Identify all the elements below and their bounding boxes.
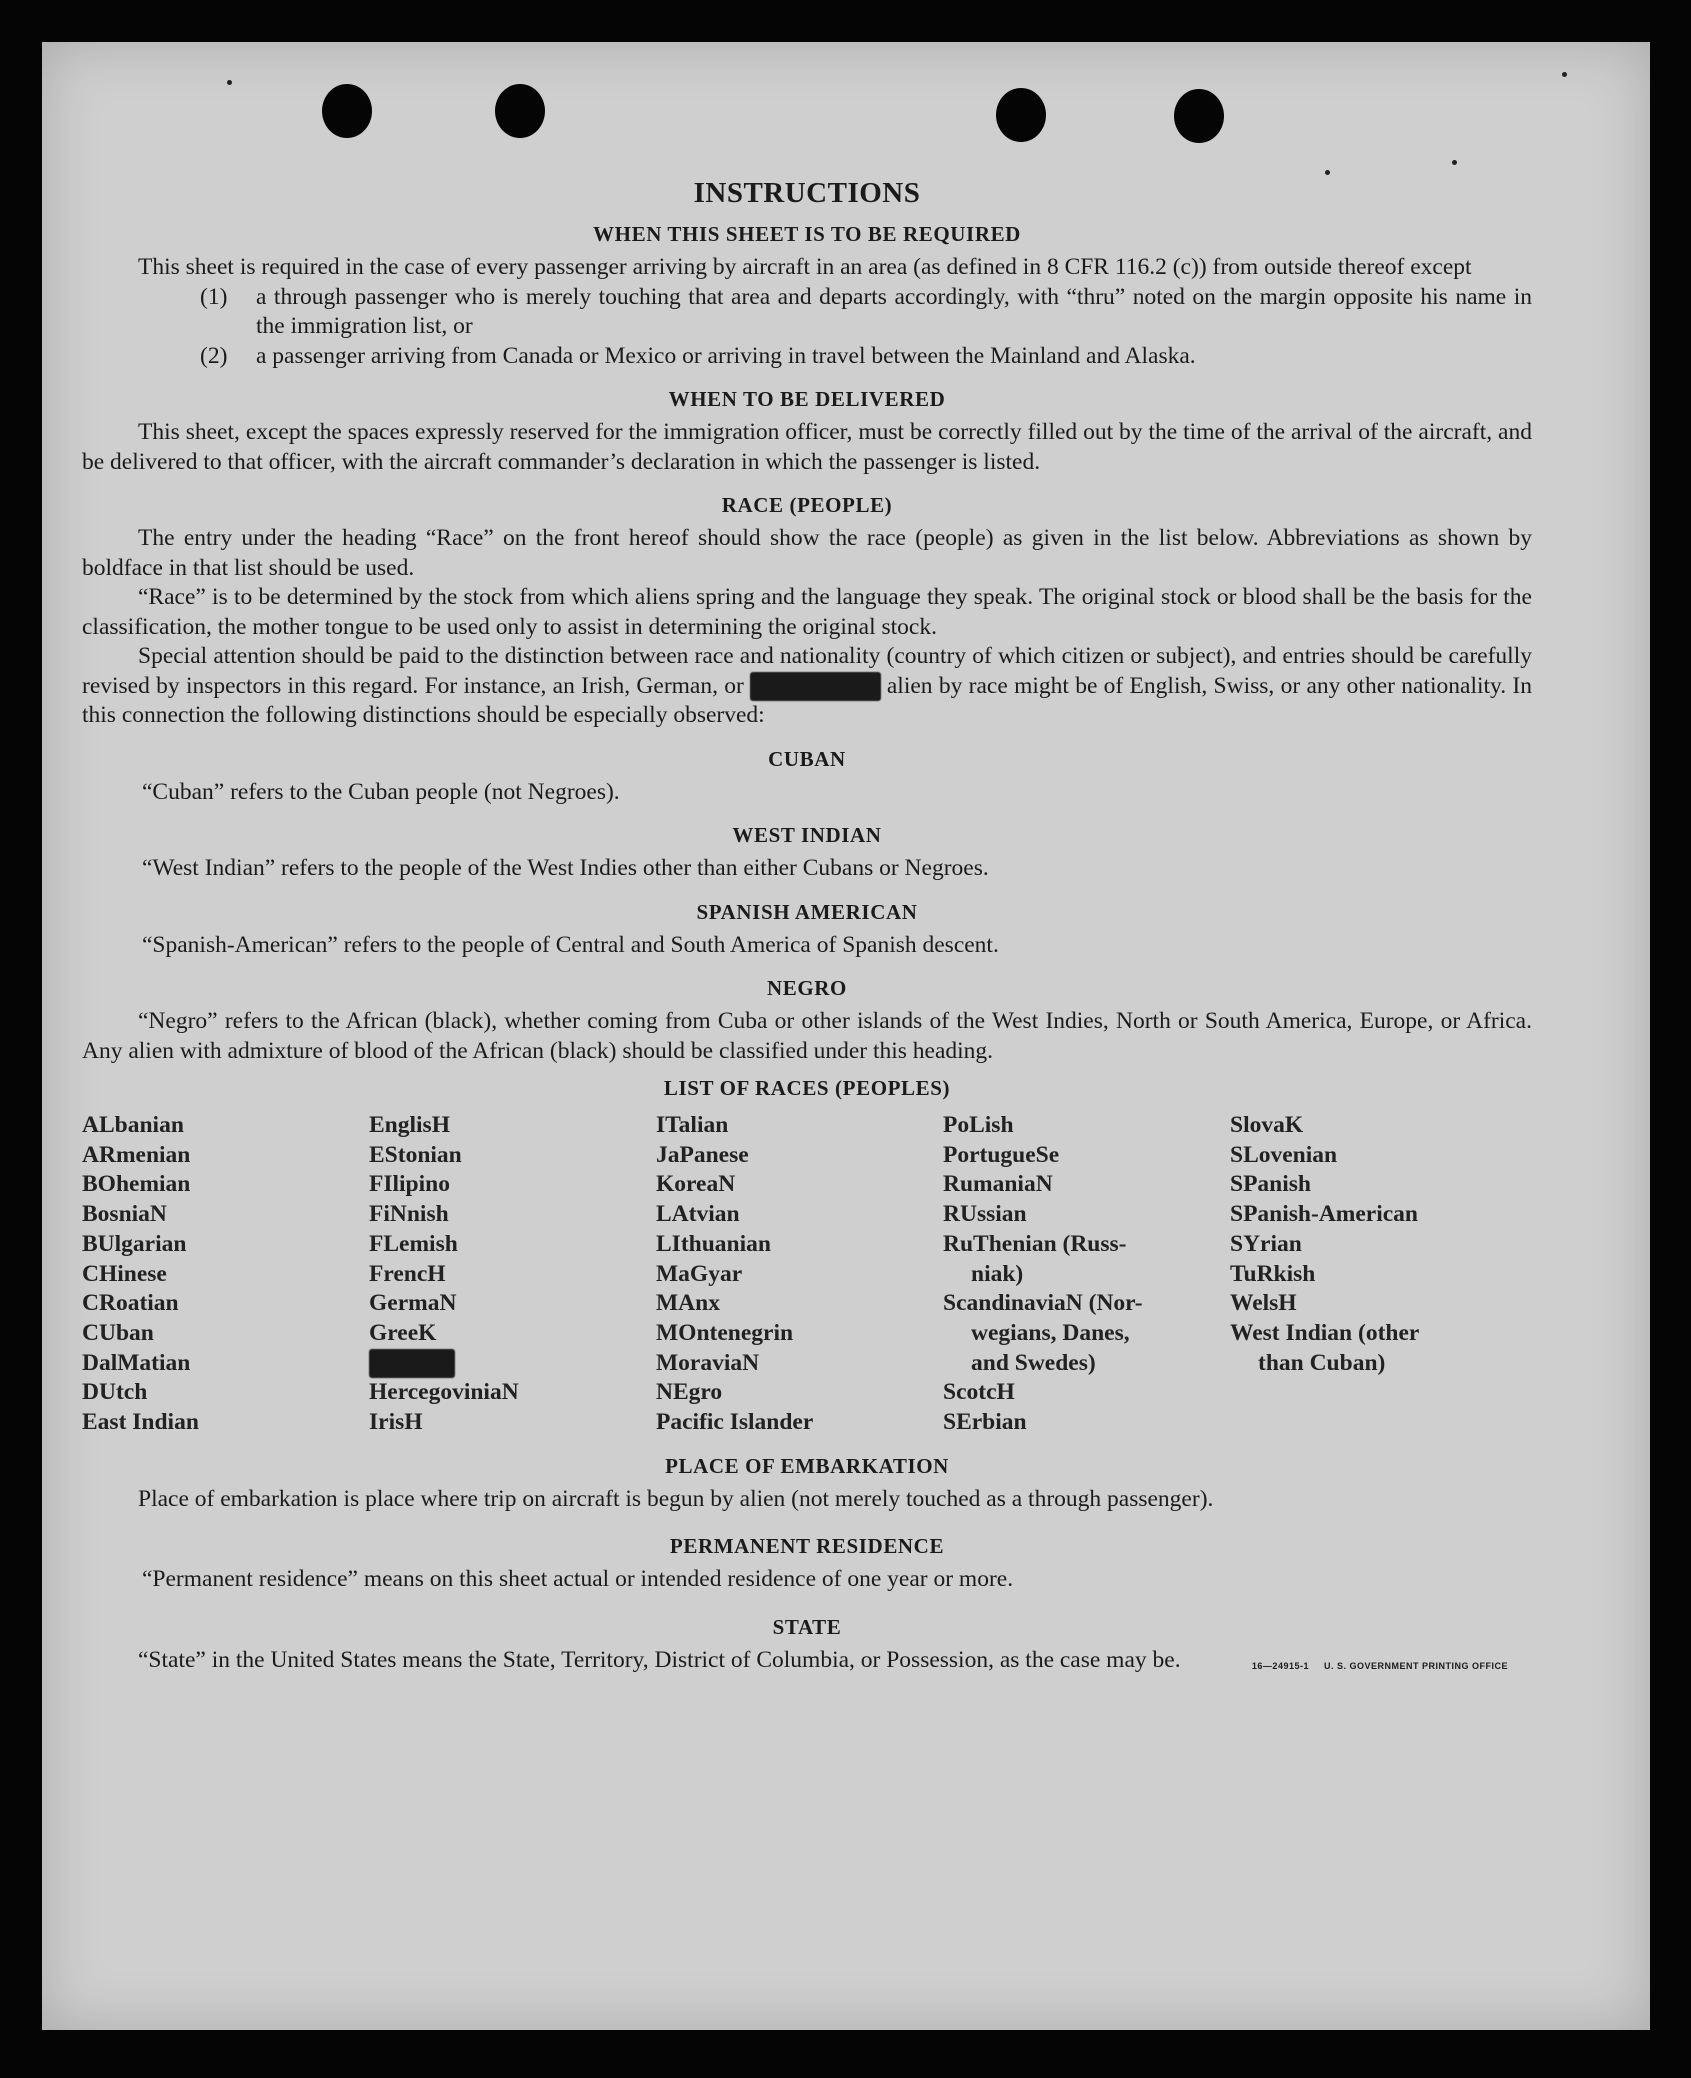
race-item: BosniaN: [82, 1201, 167, 1228]
race-item: MAnx: [656, 1290, 720, 1317]
race-item: SLovenian: [1230, 1141, 1338, 1168]
races-column-2: [369, 1111, 656, 1438]
race-item: EStonian: [369, 1141, 462, 1168]
punch-hole: [1174, 89, 1224, 143]
speck: [227, 80, 232, 85]
punch-hole: [996, 88, 1046, 142]
definition-west-indian: “West Indian” refers to the people of the West Indies other than either Cubans or Negroes.: [142, 855, 989, 881]
race-item: MoraviaN: [656, 1349, 760, 1376]
race-item: East Indian: [82, 1409, 199, 1436]
race-item: BUlgarian: [82, 1230, 187, 1257]
race-item: NEgro: [656, 1379, 723, 1406]
races-column-5: [1230, 1111, 1517, 1438]
race-item-redacted: [369, 1349, 656, 1379]
speck: [1325, 170, 1330, 175]
race-item: FiNnish: [369, 1201, 449, 1228]
race-item: TuRkish: [1230, 1260, 1316, 1287]
printer-name: U. S. GOVERNMENT PRINTING OFFICE: [1323, 1661, 1508, 1672]
section-heading-embarkation: PLACE OF EMBARKATION: [665, 1453, 949, 1478]
race-item: FrencH: [369, 1260, 446, 1287]
race-item: SPanish-American: [1230, 1201, 1418, 1228]
race-paragraph-2: “Race” is to be determined by the stock from which aliens spring and the language they speak. The original stock or blood shall be the basis for the classification, the mother tongue to be used only to assist in determining the original stock.: [82, 584, 1532, 640]
race-item: RuThenian (Russ-: [943, 1230, 1127, 1257]
section-heading-state: STATE: [772, 1614, 842, 1639]
race-item: WelsH: [1230, 1290, 1297, 1317]
race-item: PoLish: [943, 1112, 1014, 1138]
race-item: ALbanian: [82, 1112, 184, 1138]
races-list-heading: LIST OF RACES (PEOPLES): [663, 1076, 951, 1100]
speck: [1452, 160, 1457, 165]
race-item: SYrian: [1230, 1230, 1302, 1257]
race-item: LAtvian: [656, 1201, 740, 1228]
delivered-body: This sheet, except the spaces expressly reserved for the immigration officer, must be correctly filled out by the time of the arrival of the aircraft, and be delivered to that officer, with the aircraft commander’s declaration in which the passenger is listed.: [82, 419, 1532, 475]
required-intro: This sheet is required in the case of every passenger arriving by aircraft in an area (as defined in 8 CFR 116.2 (c)) from outside thereof except: [138, 254, 1472, 280]
embarkation-body: Place of embarkation is place where trip on aircraft is begun by alien (not merely touched as a through passenger).: [138, 1485, 1214, 1512]
punch-hole: [322, 84, 372, 138]
punch-hole: [495, 84, 545, 138]
race-item: SPanish: [1230, 1171, 1311, 1198]
section-heading-residence: PERMANENT RESIDENCE: [669, 1534, 945, 1559]
race-item: JaPanese: [656, 1141, 749, 1168]
exception-number: (1): [200, 283, 228, 310]
speck: [1562, 72, 1567, 77]
race-paragraph-3-part-b: alien by race might be of English, Swiss, or any other nationality. In this connection the following distinctions should be especially observed:: [82, 672, 1533, 728]
race-item: HercegoviniaN: [369, 1379, 519, 1406]
race-item: CHinese: [82, 1260, 167, 1287]
race-item: CRoatian: [82, 1290, 179, 1317]
definition-heading-west-indian: WEST INDIAN: [732, 823, 882, 847]
race-item: GreeK: [369, 1319, 437, 1346]
race-item: RUssian: [943, 1201, 1027, 1228]
section-heading-delivered: WHEN TO BE DELIVERED: [668, 387, 946, 411]
definition-negro: “Negro” refers to the African (black), whether coming from Cuba or other islands of the West Indies, North or South America, Europe, or Africa. Any alien with admixture of blood of the African (black) should be classified under this heading.: [82, 1008, 1532, 1064]
definition-spanish-american: “Spanish-American” refers to the people of Central and South America of Spanish descent.: [142, 931, 999, 958]
definition-heading-cuban: CUBAN: [768, 746, 846, 771]
race-item: ITalian: [656, 1112, 729, 1138]
residence-body: “Permanent residence” means on this sheet actual or intended residence of one year or more.: [142, 1566, 1014, 1593]
race-item: KoreaN: [656, 1171, 736, 1198]
race-paragraph-3: [82, 642, 1532, 731]
races-column-3: [656, 1111, 943, 1438]
race-item: Pacific Islander: [656, 1409, 814, 1436]
race-item: CUban: [82, 1319, 154, 1346]
section-heading-race: RACE (PEOPLE): [721, 493, 893, 517]
redacted-word: Hebrew: [750, 672, 880, 702]
exception-number: (2): [200, 342, 228, 369]
race-item: SErbian: [943, 1409, 1027, 1436]
race-item: ScotcH: [943, 1379, 1015, 1406]
state-block: [82, 1646, 1532, 1676]
printing-footer: [1252, 1661, 1508, 1671]
race-item: West Indian (other: [1230, 1319, 1420, 1346]
race-item: DUtch: [82, 1379, 148, 1406]
race-item: GermaN: [369, 1290, 457, 1317]
race-item: PortugueSe: [943, 1141, 1060, 1168]
section-heading-required: WHEN THIS SHEET IS TO BE REQUIRED: [593, 222, 1021, 246]
definition-cuban: “Cuban” refers to the Cuban people (not Negroes).: [142, 778, 620, 805]
race-item-continued: and Swedes): [971, 1349, 1096, 1376]
definition-heading-spanish-american: SPANISH AMERICAN: [696, 899, 918, 924]
races-column-1: [82, 1111, 369, 1438]
race-item-continued: wegians, Danes,: [971, 1319, 1130, 1346]
exception-text: a through passenger who is merely touching that area and departs accordingly, with “thru” noted on the margin opposite his name in the immigration list, or: [256, 283, 1532, 339]
exception-text: a passenger arriving from Canada or Mexico or arriving in travel between the Mainland and Alaska.: [256, 342, 1196, 369]
state-body: “State” in the United States means the State, Territory, District of Columbia, or Possession, as the case may be.: [138, 1646, 1181, 1673]
race-item: LIthuanian: [656, 1230, 771, 1257]
race-item-continued: niak): [971, 1260, 1024, 1287]
exception-2: [200, 342, 1532, 372]
race-item: IrisH: [369, 1409, 423, 1436]
race-item: BOhemian: [82, 1171, 191, 1198]
race-item: ARmenian: [82, 1141, 191, 1168]
instructions-content: [82, 177, 1532, 1675]
exception-1: [200, 283, 1532, 342]
race-item-continued: than Cuban): [1258, 1349, 1386, 1376]
document-page: [42, 42, 1650, 2030]
race-item: FLemish: [369, 1230, 458, 1257]
race-item: SlovaK: [1230, 1112, 1304, 1138]
form-code: 16—24915-1: [1251, 1661, 1309, 1672]
race-item: EnglisH: [369, 1112, 450, 1138]
race-item: RumaniaN: [943, 1171, 1053, 1198]
redacted-word: HebreW: [369, 1349, 455, 1379]
races-column-4: [943, 1111, 1230, 1438]
race-item: MaGyar: [656, 1260, 743, 1287]
race-item: DalMatian: [82, 1349, 191, 1376]
races-list: [82, 1111, 1532, 1438]
page-title: INSTRUCTIONS: [693, 177, 921, 209]
race-item: ScandinaviaN (Nor-: [943, 1290, 1143, 1317]
race-item: FIlipino: [369, 1171, 450, 1198]
race-paragraph-3-part-a: Special attention should be paid to the distinction between race and nationality (country of which citizen or subject), and entries should be carefully revised by inspectors in this regard. For instance, an Irish, German, or: [82, 643, 1532, 699]
race-item: MOntenegrin: [656, 1319, 794, 1346]
definition-heading-negro: NEGRO: [766, 976, 847, 1000]
race-paragraph-1: The entry under the heading “Race” on the front hereof should show the race (people) as given in the list below. Abbreviations as shown by boldface in that list should be used.: [82, 525, 1532, 581]
